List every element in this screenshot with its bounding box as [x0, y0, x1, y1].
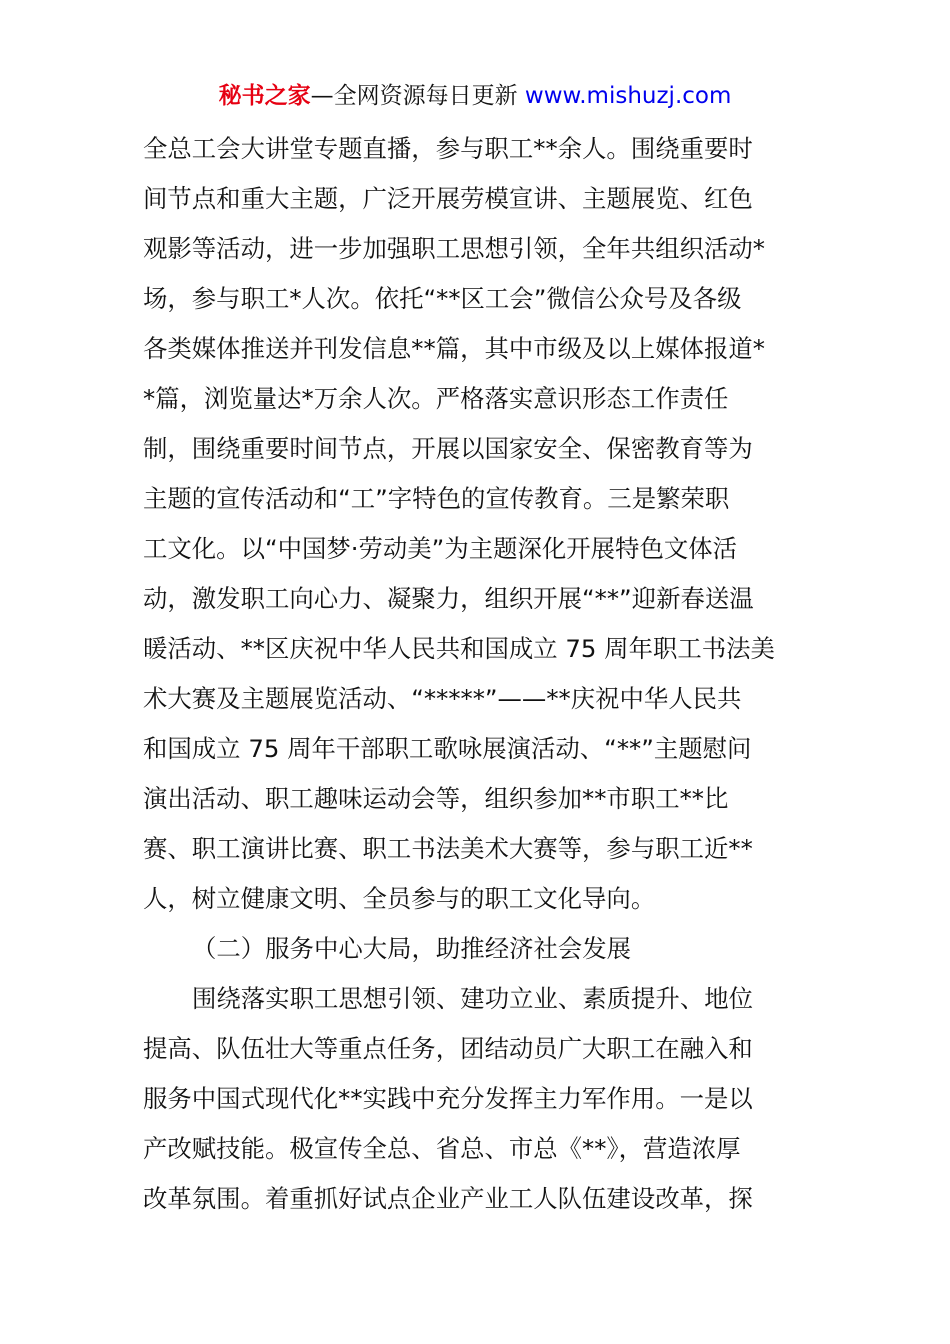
text-line: 观影等活动，进一步加强职工思想引领，全年共组织活动* — [143, 234, 765, 263]
text-line: 改革氛围。着重抓好试点企业产业工人队伍建设改革，探 — [143, 1184, 753, 1213]
text-line: 和国成立 75 周年干部职工歌咏展演活动、“**”主题慰问 — [143, 734, 752, 763]
text-line: 工文化。以“中国梦·劳动美”为主题深化开展特色文体活 — [143, 534, 738, 563]
text-line: 术大赛及主题展览活动、“*****”——**庆祝中华人民共 — [143, 684, 742, 713]
text-line: 全总工会大讲堂专题直播，参与职工**余人。围绕重要时 — [143, 134, 753, 163]
text-line: *篇，浏览量达*万余人次。严格落实意识形态工作责任 — [143, 384, 729, 413]
site-tagline: —全网资源每日更新 — [310, 83, 525, 109]
text-line: 产改赋技能。极宣传全总、省总、市总《**》，营造浓厚 — [143, 1134, 741, 1163]
text-line: 围绕落实职工思想引领、建功立业、素质提升、地位 — [192, 984, 753, 1013]
site-header — [0, 78, 950, 114]
text-line: 暖活动、**区庆祝中华人民共和国成立 75 周年职工书法美 — [143, 634, 775, 663]
text-line: 人，树立健康文明、全员参与的职工文化导向。 — [143, 884, 656, 913]
text-line: 服务中国式现代化**实践中充分发挥主力军作用。一是以 — [143, 1084, 753, 1113]
text-line: 主题的宣传活动和“工”字特色的宣传教育。三是繁荣职 — [143, 484, 730, 513]
site-brand: 秘书之家 — [218, 83, 311, 109]
text-line: 演出活动、职工趣味运动会等，组织参加**市职工**比 — [143, 784, 729, 813]
text-line: 赛、职工演讲比赛、职工书法美术大赛等，参与职工近** — [143, 834, 753, 863]
text-line: 间节点和重大主题，广泛开展劳模宣讲、主题展览、红色 — [143, 184, 753, 213]
document-body — [143, 124, 807, 1224]
text-line: 制，围绕重要时间节点，开展以国家安全、保密教育等为 — [143, 434, 753, 463]
site-url-link[interactable]: www.mishuzj.com — [524, 83, 732, 109]
text-line: 各类媒体推送并刊发信息**篇，其中市级及以上媒体报道* — [143, 334, 765, 363]
text-line: 提高、队伍壮大等重点任务，团结动员广大职工在融入和 — [143, 1034, 753, 1063]
section-heading: （二）服务中心大局，助推经济社会发展 — [192, 934, 632, 963]
text-line: 动，激发职工向心力、凝聚力，组织开展“**”迎新春送温 — [143, 584, 754, 613]
text-line: 场，参与职工*人次。依托“**区工会”微信公众号及各级 — [143, 284, 742, 313]
